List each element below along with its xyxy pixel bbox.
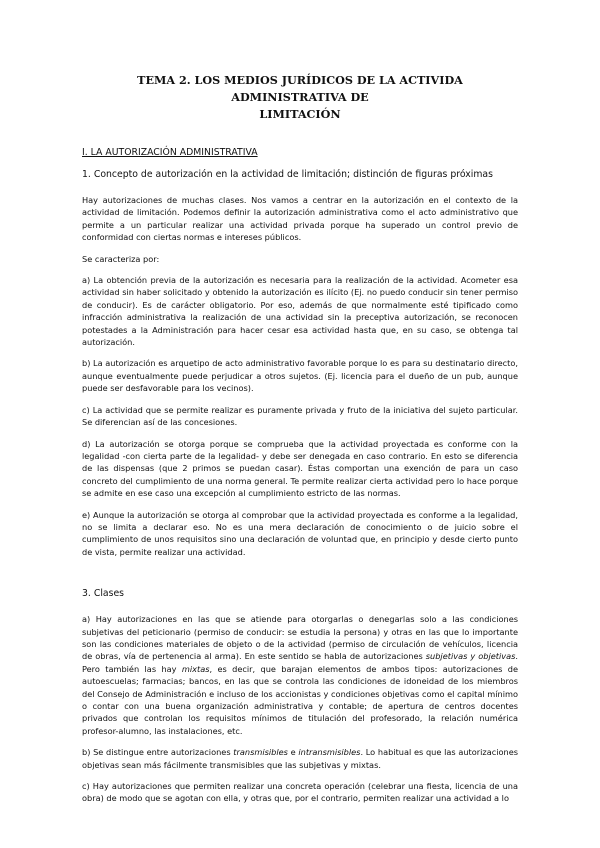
clases-b-text-1: b) Se distingue entre autorizaciones [82, 747, 234, 758]
title-line-1: TEMA 2. LOS MEDIOS JURÍDICOS DE LA ACTIVIDA ADMINISTRATIVA DE [137, 73, 463, 104]
clases-b-text-2: e [287, 747, 299, 758]
subsection-heading-concepto: 1. Concepto de autorización en la actividad de limitación; distinción de figuras próximas [82, 169, 493, 180]
title-line-2: LIMITACIÓN [259, 107, 341, 121]
subsection-heading-clases: 3. Clases [82, 588, 125, 600]
paragraph-e: e) Aunque la autorización se otorga al comprobar que la actividad proyectada es conforme a la legalidad, no se limita a declarar eso. No es una mera declaración de conocimiento o de juicio sobre el cumplimiento de unos requisitos sino una declaración de voluntad que, en principio y desde cierto punto de vista, permite realizar una actividad. [82, 509, 518, 557]
paragraph-d: d) La autorización se otorga porque se comprueba que la actividad proyectada es conforme con la legalidad -con cierta parte de la legalidad- y debe ser denegada en caso contrario. En esto se diferencia de las dispensas (que 2 primos se puedan casar). Éstas comportan una exención de para un caso concreto del cumplimiento de una norma general. Te permite realizar cierta actividad pero lo hace porque se admite en ese caso una excepción al cumplimiento estricto de las normas. [82, 438, 518, 499]
paragraph-clases-a [82, 613, 518, 737]
paragraph-a: a) La obtención previa de la autorización es necesaria para la realización de la actividad. Acometer esa actividad sin haber solicitado y obtenido la autorización es ilícito (Ej. no puedo conducir sin tener permiso de conducir). Es de carácter obligatorio. Por eso, además de que normalmente esté tipificado como infracción administrativa la realización de una actividad sin la preceptiva autorización, se reconocen potestades a la Administración para hacer cesar esa actividad hasta que, en su caso, se obtenga tal autorización. [82, 275, 518, 348]
clases-a-emphasis-1: subjetivas y objetivas [425, 651, 516, 662]
clases-b-emphasis-2: intransmisibles [298, 747, 361, 758]
clases-a-text-2: . Pero también las hay [82, 651, 518, 674]
section-heading-autorizacion: I. LA AUTORIZACIÓN ADMINISTRATIVA [82, 147, 258, 158]
document-title [82, 72, 518, 123]
paragraph-c: c) La actividad que se permite realizar es puramente privada y fruto de la iniciativa del sujeto particular. Se diferencian así de las concesiones. [82, 404, 518, 428]
clases-a-text-1: a) Hay autorizaciones en las que se atiende para otorgarlas o denegarlas solo a las condiciones subjetivas del peticionario (permiso de conducir: se estudia la persona) y otras en las que lo importante son las condiciones materiales de objeto o de la actividad (permiso de circulación de vehículos, licencia de obras, vía de pertenencia al arma). En este sentido se habla de autorizaciones [82, 614, 518, 662]
section-gap [82, 567, 518, 588]
clases-a-emphasis-2: mixtas [181, 663, 210, 674]
paragraph-clases-b [82, 746, 518, 771]
clases-a-text-3: , es decir, que barajan elementos de ambos tipos: autorizaciones de autoescuelas; farmacias; bancos, en las que se controla las condiciones de idoneidad de los miembros del Consejo de Administración e incluso de los accionistas y condiciones objetivas como el capital mínimo o contar con una buena organización administrativa y contable; de apertura de centros docentes privados que controlan los requisitos mínimos de titulación del profesorado, la relación numérica profesor-alumno, las instalaciones, etc. [82, 663, 518, 736]
paragraph-b: b) La autorización es arquetipo de acto administrativo favorable porque lo es para su destinatario directo, aunque eventualmente puede perjudicar a otros sujetos. (Ej. licencia para el dueño de un pub, aunque puede ser desfavorable para los vecinos). [82, 358, 518, 394]
clases-b-text-3: . Lo habitual es que las autorizaciones objetivas sean más fácilmente transmisibles que las subjetivas y mixtas. [82, 747, 519, 770]
paragraph-clases-c: c) Hay autorizaciones que permiten realizar una concreta operación (celebrar una fiesta, licencia de una obra) de modo que se agotan con ella, y otras que, por el contrario, permiten realizar una actividad a lo [82, 781, 518, 804]
paragraph-intro: Hay autorizaciones de muchas clases. Nos vamos a centrar en la autorización en el contexto de la actividad de limitación. Podemos definir la autorización administrativa como el acto administrativo que permite a un particular realizar una actividad privada porque ha superado un control previo de conformidad con ciertas normas e intereses públicos. [82, 195, 518, 243]
clases-b-emphasis-1: transmisibles [233, 747, 288, 758]
paragraph-caracteriza: Se caracteriza por: [82, 253, 160, 264]
